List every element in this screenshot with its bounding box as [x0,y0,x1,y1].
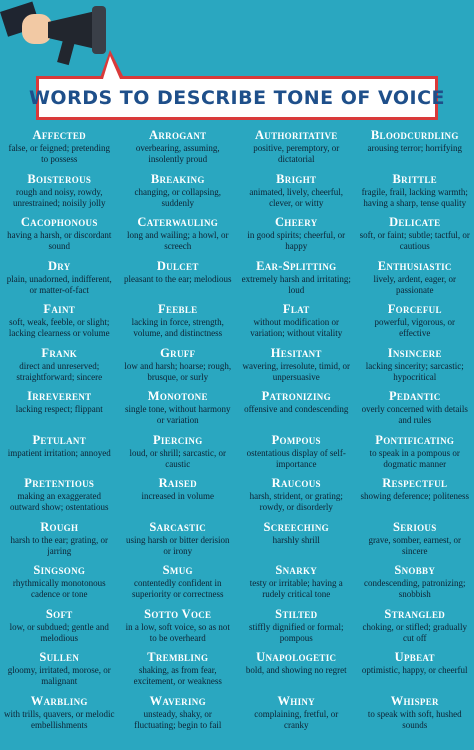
word-entry [119,431,238,475]
word-definition: arousing terror; horrifying [367,143,462,153]
word-term: Arrogant [149,128,207,142]
word-entry [0,344,119,388]
word-term: Affected [32,128,86,142]
word-entry [237,474,356,518]
word-definition: increased in volume [141,491,214,501]
word-term: Flat [282,302,310,316]
word-definition: direct and unreserved; straightforward; sincere [16,360,103,382]
word-term: Bloodcurdling [370,128,459,142]
word-definition: bold, and showing no regret [245,665,347,675]
word-definition: to speak with soft, hushed sounds [367,708,462,730]
word-entry [0,300,119,344]
word-term: Singsong [33,563,86,577]
word-entry [356,257,474,301]
word-term: Sarcastic [149,519,207,534]
word-entry [237,300,356,344]
word-definition: changing, or collapsing, suddenly [134,186,221,208]
word-entry [119,126,238,170]
word-term: Whiny [277,693,315,708]
word-entry [237,257,356,301]
word-definition: extremely harsh and irritating; loud [241,273,351,295]
word-entry [356,518,474,562]
word-entry [119,257,238,301]
word-definition: lacking in force, strength, volume, and distinctness [131,317,224,338]
word-entry [0,648,119,692]
word-term: Dulcet [156,258,199,273]
word-entry [356,605,474,649]
word-term: Snobby [394,563,436,577]
word-definition: single tone, without harmony or variation [125,404,231,425]
word-term: Unapologetic [256,650,337,664]
word-term: Caterwauling [137,215,219,229]
word-definition: shaking, as from fear, excitement, or weakness [133,665,222,686]
word-term: Monotone [147,389,208,403]
word-term: Cacophonous [20,215,98,229]
word-entry [356,213,474,257]
word-entry [237,518,356,562]
word-entry [237,213,356,257]
word-definition: testy or irritable; having a rudely critical tone [249,578,343,599]
word-definition: low and harsh; hoarse; rough, brusque, or surly [124,360,232,382]
word-entry [0,257,119,301]
word-entry [0,561,119,605]
word-term: Breaking [150,171,205,186]
word-definition: overly concerned with details and rules [361,404,468,425]
speech-bubble-tail-inner [103,56,120,79]
word-entry [356,692,474,736]
word-entry [237,344,356,388]
word-entry [119,605,238,649]
word-term: Serious [392,519,437,534]
word-entry [237,692,356,736]
word-term: Pedantic [388,389,441,403]
word-entry [119,561,238,605]
word-entry [119,692,238,736]
word-term: Pompous [271,432,321,447]
word-entry [0,126,119,170]
word-definition: offensive and condescending [244,404,349,414]
word-term: Respectful [382,476,448,490]
word-term: Irreverent [27,389,92,403]
word-term: Boisterous [27,171,92,186]
word-definition: overbearing, assuming, insolently proud [135,143,220,164]
word-definition: impatient irritation; annoyed [7,447,111,458]
word-term: Authoritative [254,128,338,142]
word-entry [237,431,356,475]
word-term: Trembling [147,650,209,664]
word-definition: choking, or stifled; gradually cut off [362,621,467,643]
word-entry [356,170,474,214]
hand-icon [22,14,52,44]
word-term: Pontificating [375,432,455,447]
word-term: Dry [47,258,71,273]
word-definition: harsh, strident, or grating; rowdy, or disorderly [249,491,343,512]
word-term: Cheery [274,215,318,229]
word-term: Pretentious [24,476,95,490]
word-term: Raised [158,476,197,490]
word-term: Ear-Splitting [256,258,337,273]
word-term: Frank [41,345,78,360]
word-term: Hesitant [270,345,322,360]
word-entry [356,431,474,475]
word-term: Smug [162,563,193,577]
title-banner [28,76,446,120]
word-definition: complaining, fretful, or cranky [254,708,339,730]
word-entry [119,474,238,518]
word-term: Insincere [387,345,442,360]
word-entry [237,126,356,170]
word-entry [356,344,474,388]
word-term: Bright [276,171,317,186]
word-definition: loud, or shrill; sarcastic, or caustic [129,447,226,469]
word-term: Stilted [275,606,318,621]
word-entry [356,648,474,692]
word-entry [0,474,119,518]
word-term: Snarky [275,563,318,577]
page-title: WORDS TO DESCRIBE TONE OF VOICE [28,87,446,109]
word-definition: using harsh or bitter derision or irony [126,534,230,556]
word-definition: grave, somber, earnest, or sincere [368,534,462,556]
word-entry [237,170,356,214]
word-term: Screeching [263,519,329,534]
word-term: Piercing [152,432,203,447]
word-entry [356,387,474,431]
word-definition: unsteady, shaky, or fluctuating; begin to fail [134,708,222,730]
word-definition: soft, weak, feeble, or slight; lacking clearness or volume [8,317,110,338]
word-term: Gruff [160,345,196,360]
word-definition: pleasant to the ear; melodious [124,273,232,284]
word-term: Raucous [271,476,321,490]
word-definition: powerful, vigorous, or effective [374,317,455,338]
word-term: Soft [45,606,73,621]
word-definition: lacking sincerity; sarcastic; hypocritical [365,360,464,382]
word-definition: rough and noisy, rowdy, unrestrained; noisily jolly [13,186,106,208]
word-term: Warbling [30,693,88,708]
word-definition: harshly shrill [272,534,320,545]
word-definition: lively, ardent, eager, or passionate [373,273,457,295]
word-definition: condescending, patronizing; snobbish [364,578,466,599]
word-definition: making an exaggerated outward show; ostentatious [10,491,109,512]
word-term: Patronizing [261,389,331,403]
word-entry [356,561,474,605]
word-entry [356,300,474,344]
word-entry [356,474,474,518]
word-definition: to speak in a pompous or dogmatic manner [369,447,460,469]
word-definition: lacking respect; flippant [15,404,103,414]
word-definition: animated, lively, cheerful, clever, or witty [249,186,344,208]
word-definition: positive, peremptory, or dictatorial [253,143,340,164]
word-term: Upbeat [394,650,435,664]
megaphone-rim [92,6,106,54]
word-definition: with trills, quavers, or melodic embellishments [4,708,115,730]
word-entry [119,648,238,692]
word-entry [119,344,238,388]
word-definition: stiffly dignified or formal; pompous [248,621,344,643]
word-entry [0,605,119,649]
word-term: Enthusiastic [377,258,452,273]
word-entry [119,387,238,431]
word-definition: fragile, frail, lacking warmth; having a sharp, tense quality [361,186,468,208]
word-definition: without modification or variation; without vitality [250,317,343,338]
word-entry [0,518,119,562]
word-entry [119,170,238,214]
word-entry [0,213,119,257]
word-definition: showing deference; politeness [360,491,469,501]
word-term: Wavering [149,693,206,708]
word-entry [237,648,356,692]
word-definition: gloomy, irritated, morose, or malignant [7,665,111,686]
word-term: Whisper [390,693,439,708]
word-term: Petulant [32,432,87,447]
word-term: Sullen [39,650,80,664]
word-term: Feeble [158,302,198,316]
word-term: Rough [40,519,79,534]
word-term: Delicate [389,215,441,229]
word-term: Brittle [392,171,437,186]
word-entry [0,387,119,431]
word-grid [0,126,474,735]
word-definition: having a harsh, or discordant sound [7,230,112,251]
word-definition: long and wailing; a howl, or screech [127,230,229,251]
word-entry [237,387,356,431]
word-definition: plain, unadorned, indifferent, or matter-of-fact [6,273,112,295]
word-definition: wavering, irresolute, timid, or unpersuasive [242,360,350,382]
word-definition: in good spirits; cheerful, or happy [247,230,346,251]
word-term: Faint [43,302,76,316]
word-definition: optimistic, happy, or cheerful [361,665,468,675]
word-entry [119,518,238,562]
word-entry [119,213,238,257]
word-definition: rhythmically monotonous cadence or tone [12,578,106,599]
word-definition: false, or feigned; pretending to possess [8,143,110,164]
word-term: Strangled [384,606,446,621]
word-term: Forceful [387,302,442,316]
word-term: Sotto Voce [144,606,212,621]
word-entry [119,300,238,344]
word-entry [0,692,119,736]
word-entry [356,126,474,170]
word-entry [237,605,356,649]
word-definition: contentedly confident in superiority or correctness [132,578,224,599]
word-definition: low, or subdued; gentle and melodious [9,621,109,643]
word-definition: ostentatious display of self-importance [246,447,346,469]
word-definition: harsh to the ear; grating, or jarring [10,534,108,556]
word-entry [237,561,356,605]
word-definition: soft, or faint; subtle; tactful, or cautious [359,230,470,251]
word-definition: in a low, soft voice, so as not to be overheard [125,621,230,643]
word-entry [0,431,119,475]
word-entry [0,170,119,214]
header [0,0,474,122]
